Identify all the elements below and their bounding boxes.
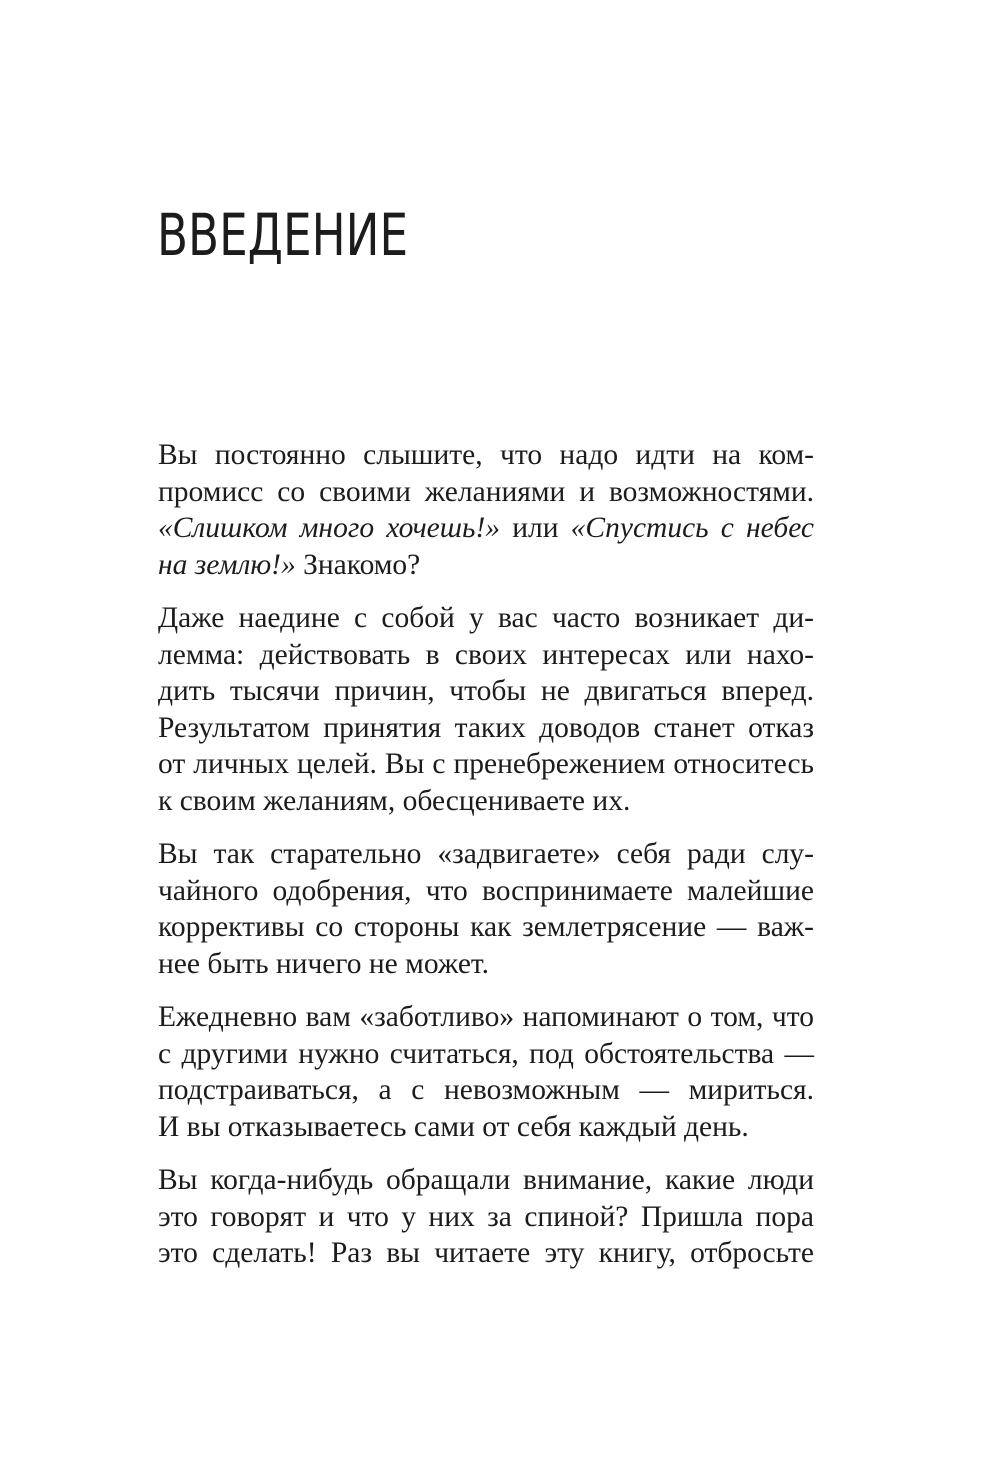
italic-phrase: на землю!» — [158, 548, 296, 581]
body-text — [158, 437, 814, 1289]
text-segment: чайного одобрения, что воспринимаете малейшие — [158, 874, 814, 907]
text-segment: к своим желаниям, обесцениваете их. — [158, 784, 631, 817]
text-line — [158, 474, 814, 511]
text-line — [158, 909, 814, 946]
paragraph-4 — [158, 999, 814, 1145]
paragraph-2 — [158, 600, 814, 819]
text-line — [158, 710, 814, 747]
text-line — [158, 1072, 814, 1109]
text-segment: Вы так старательно «задвигаете» себя ради слу- — [158, 838, 814, 870]
text-line — [158, 946, 814, 983]
paragraph-5 — [158, 1162, 814, 1272]
text-line — [158, 637, 814, 674]
text-segment: Результатом принятия таких доводов станет отказ — [158, 711, 814, 744]
text-line — [158, 1036, 814, 1073]
chapter-title: ВВЕДЕНИЕ — [157, 201, 409, 269]
text-line — [158, 1235, 814, 1272]
text-segment: Знакомо? — [295, 548, 421, 581]
text-segment: с другими нужно считаться, под обстоятельства — — [158, 1037, 814, 1070]
text-segment: коррективы со стороны как землетрясение — важ- — [158, 911, 814, 943]
text-line — [158, 437, 814, 474]
text-line — [158, 547, 814, 584]
text-segment: это сделать! Раз вы читаете эту книгу, отбросьте — [158, 1237, 814, 1269]
text-line — [158, 1199, 814, 1236]
text-line — [158, 1162, 814, 1199]
text-segment: или — [500, 512, 571, 544]
text-line — [158, 510, 814, 547]
paragraph-3 — [158, 836, 814, 982]
text-segment: лемма: действовать в своих интересах или нахо- — [158, 638, 814, 671]
text-segment: дить тысячи причин, чтобы не двигаться вперед. — [158, 675, 814, 707]
text-segment: Даже наедине с собой у вас часто возникает ди- — [158, 602, 814, 634]
paragraph-1 — [158, 437, 814, 583]
text-segment: И вы отказываетесь сами от себя каждый день. — [158, 1110, 749, 1143]
italic-phrase: «Спустись с небес — [570, 512, 815, 544]
text-line — [158, 836, 814, 873]
text-segment: Ежедневно вам «заботливо» напоминают о том, что — [158, 1001, 814, 1033]
text-line — [158, 873, 814, 910]
text-segment: Вы когда-нибудь обращали внимание, какие люди — [158, 1164, 814, 1196]
text-line — [158, 999, 814, 1036]
text-segment: подстраиваться, а с невозможным — мириться. — [158, 1074, 814, 1106]
text-segment: Вы постоянно слышите, что надо идти на ком- — [158, 439, 814, 471]
text-segment: промисс со своими желаниями и возможностями. — [158, 475, 814, 508]
text-segment: от личных целей. Вы с пренебрежением относитесь — [158, 748, 814, 780]
text-line — [158, 600, 814, 637]
text-line — [158, 673, 814, 710]
text-line — [158, 746, 814, 783]
text-segment: нее быть ничего не может. — [158, 947, 489, 980]
text-line — [158, 783, 814, 820]
text-segment: это говорят и что у них за спиной? Пришла пора — [158, 1200, 814, 1233]
italic-phrase: «Слишком много хочешь!» — [158, 512, 501, 544]
text-line — [158, 1109, 814, 1146]
